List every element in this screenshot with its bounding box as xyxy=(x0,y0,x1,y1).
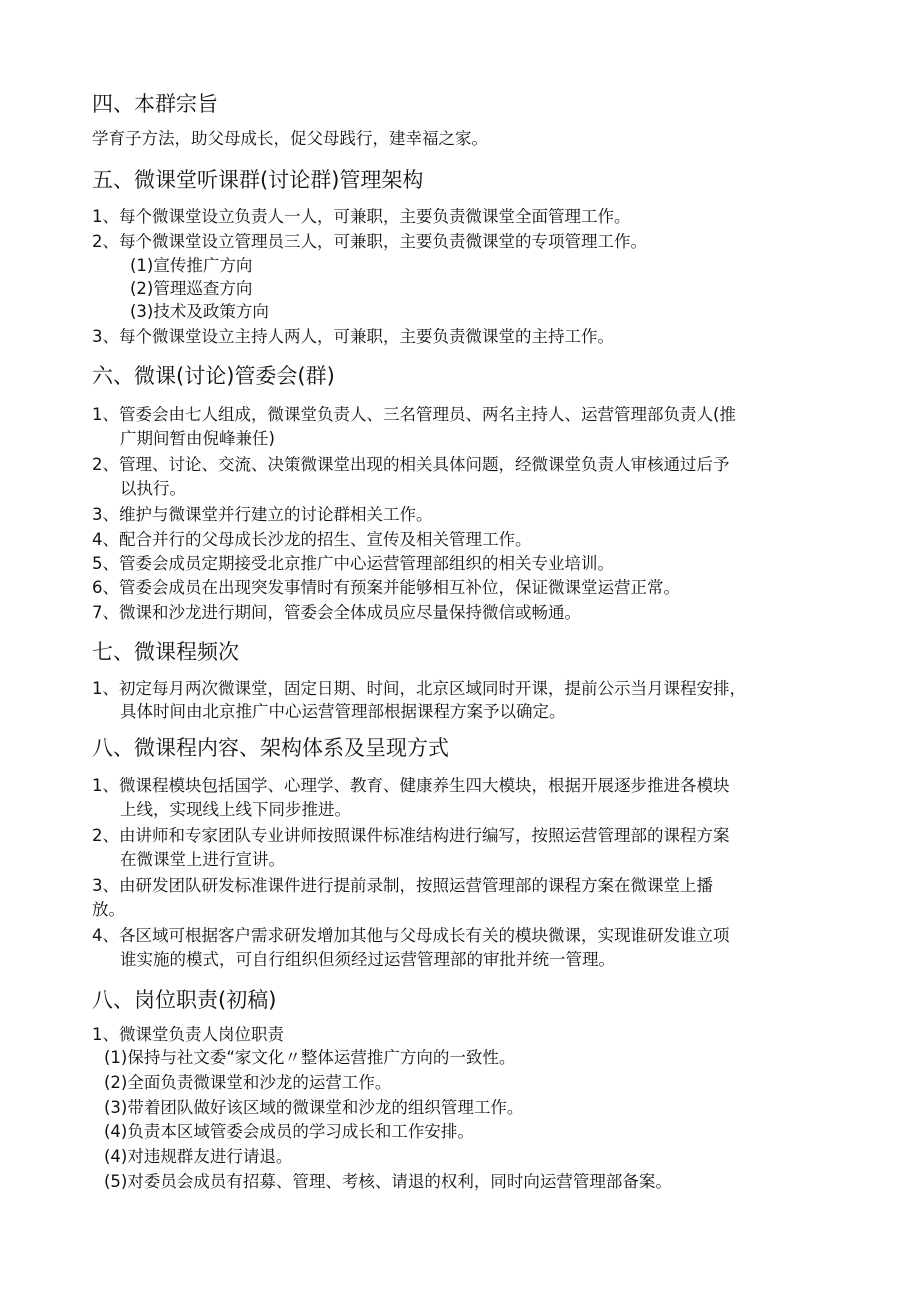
paragraph-line: 4、各区域可根据客户需求研发增加其他与父母成长有关的模块微课，实现谁研发谁立项 xyxy=(92,926,730,945)
paragraph-continuation: 谁实施的模式，可自行组织但须经过运营管理部的审批并统一管理。 xyxy=(120,950,615,969)
paragraph-line: 3、由研发团队研发标准课件进行提前录制，按照运营管理部的课程方案在微课堂上播 xyxy=(92,876,713,895)
paragraph-line: 1、微课堂负责人岗位职责 xyxy=(92,1025,284,1044)
paragraph-line: 2、由讲师和专家团队专业讲师按照课件标准结构进行编写，按照运营管理部的课程方案 xyxy=(92,826,730,845)
sub-item-line: (3)带着团队做好该区域的微课堂和沙龙的组织管理工作。 xyxy=(104,1098,524,1117)
paragraph-line: 2、管理、讨论、交流、决策微课堂出现的相关具体问题，经微课堂负责人审核通过后予 xyxy=(92,455,730,474)
paragraph-line: 7、微课和沙龙进行期间，管委会全体成员应尽量保持微信或畅通。 xyxy=(92,603,581,622)
section-heading: 八、微课程内容、架构体系及呈现方式 xyxy=(92,736,449,760)
sub-item-line: (1)保持与社文委“家文化〃整体运营推广方向的一致性。 xyxy=(104,1048,516,1067)
paragraph-line: 1、管委会由七人组成，微课堂负责人、三名管理员、两名主持人、运营管理部负责人(推 xyxy=(92,405,736,424)
section-heading: 四、本群宗旨 xyxy=(92,92,218,116)
paragraph-continuation: 具体时间由北京推广中心运营管理部根据课程方案予以确定。 xyxy=(120,702,566,721)
sub-item-line: (1)宣传推广方向 xyxy=(130,256,253,275)
paragraph-line: 4、配合并行的父母成长沙龙的招生、宣传及相关管理工作。 xyxy=(92,530,532,549)
paragraph-line: 1、初定每月两次微课堂，固定日期、时间，北京区域同时开课，提前公示当月课程安排， xyxy=(92,679,746,698)
paragraph-line: 学育子方法，助父母成长，促父母践行，建幸福之家。 xyxy=(92,129,488,148)
paragraph-line: 3、每个微课堂设立主持人两人，可兼职，主要负责微课堂的主持工作。 xyxy=(92,327,614,346)
paragraph-continuation: 放。 xyxy=(92,900,125,919)
section-heading: 六、微课(讨论)管委会(群) xyxy=(92,364,335,388)
section-heading: 五、微课堂听课群(讨论群)管理架构 xyxy=(92,168,424,192)
paragraph-continuation: 上线，实现线上线下同步推进。 xyxy=(120,800,351,819)
sub-item-line: (4)负责本区域管委会成员的学习成长和工作安排。 xyxy=(104,1122,474,1141)
paragraph-line: 1、每个微课堂设立负责人一人，可兼职，主要负责微课堂全面管理工作。 xyxy=(92,207,631,226)
paragraph-continuation: 广期间暂由倪峰兼任) xyxy=(120,429,275,448)
sub-item-line: (3)技术及政策方向 xyxy=(130,302,269,321)
paragraph-line: 3、维护与微课堂并行建立的讨论群相关工作。 xyxy=(92,505,433,524)
sub-item-line: (4)对违规群友进行请退。 xyxy=(104,1147,293,1166)
paragraph-line: 2、每个微课堂设立管理员三人，可兼职，主要负责微课堂的专项管理工作。 xyxy=(92,232,647,251)
paragraph-continuation: 以执行。 xyxy=(120,479,186,498)
sub-item-line: (2)管理巡查方向 xyxy=(130,279,253,298)
sub-item-line: (5)对委员会成员有招募、管理、考核、请退的权利，同时向运营管理部备案。 xyxy=(104,1172,672,1191)
paragraph-line: 1、微课程模块包括国学、心理学、教育、健康养生四大模块，根据开展逐步推进各模块 xyxy=(92,776,730,795)
sub-item-line: (2)全面负责微课堂和沙龙的运营工作。 xyxy=(104,1073,392,1092)
section-heading: 七、微课程频次 xyxy=(92,640,239,664)
paragraph-line: 6、管委会成员在出现突发事情时有预案并能够相互补位，保证微课堂运营正常。 xyxy=(92,578,680,597)
paragraph-continuation: 在微课堂上进行宣讲。 xyxy=(120,850,285,869)
paragraph-line: 5、管委会成员定期接受北京推广中心运营管理部组织的相关专业培训。 xyxy=(92,554,614,573)
section-heading: 八、岗位职责(初稿) xyxy=(92,988,277,1012)
